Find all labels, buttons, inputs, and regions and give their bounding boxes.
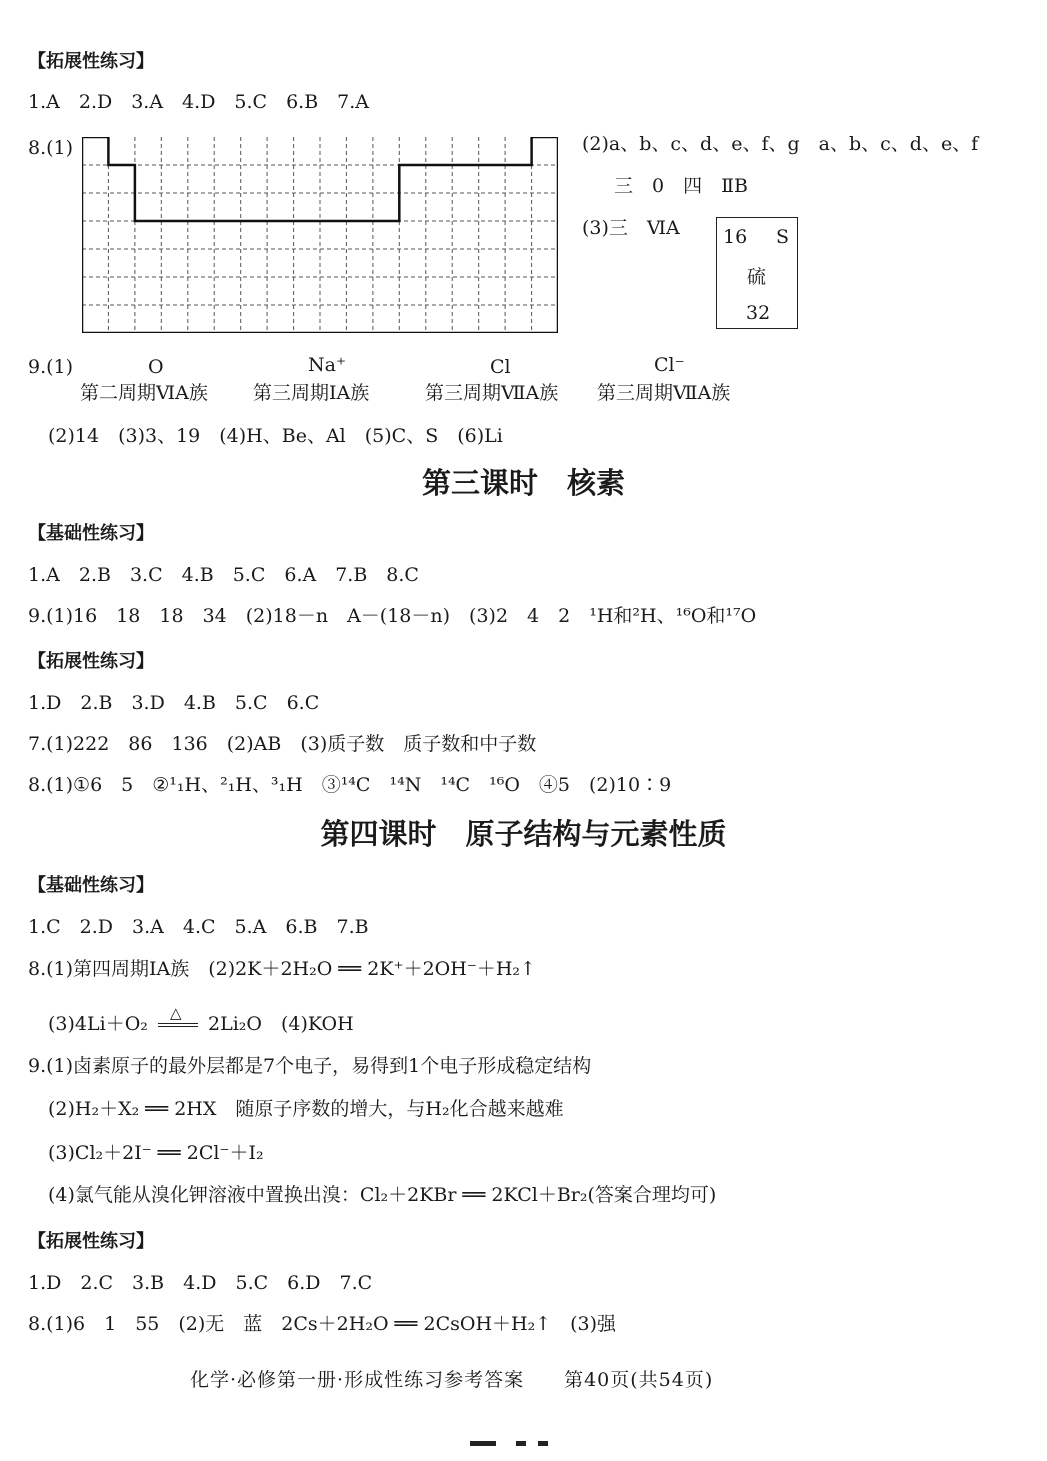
lesson3-ext-q7: 7.(1)222 86 136 (2)AB (3)质子数 质子数和中子数 (28, 733, 537, 755)
q9-symbol-3: Cl (490, 356, 511, 378)
lesson4-title: 第四课时 原子结构与元素性质 (320, 817, 727, 851)
q9-group-1: 第二周期ⅥA族 (80, 382, 208, 404)
lesson3-ext-answers: 1.D 2.B 3.D 4.B 5.C 6.C (28, 692, 320, 714)
lesson4-q8-3 (48, 1004, 354, 1036)
section-head-extension: 【拓展性练习】 (28, 51, 154, 72)
q8-3-reactants: (3)4Li＋O₂ (48, 1013, 148, 1035)
lesson4-basic-head: 【基础性练习】 (28, 875, 154, 896)
answer-line-1-7: 1.A 2.D 3.A 4.D 5.C 6.B 7.A (28, 91, 370, 113)
q8-label: 8.(1) (28, 137, 74, 159)
lesson4-ext-head: 【拓展性练习】 (28, 1231, 154, 1252)
atomic-mass: 32 (746, 302, 771, 324)
periodic-table-outline (82, 137, 558, 333)
reaction-arrow-heat (158, 1004, 198, 1027)
q9-group-2: 第三周期ⅠA族 (253, 382, 370, 404)
q9-rest: (2)14 (3)3、19 (4)H、Be、Al (5)C、S (6)Li (48, 425, 503, 447)
lesson4-ext-q8: 8.(1)6 1 55 (2)无 蓝 2Cs＋2H₂O ══ 2CsOH＋H₂↑ (3)强 (28, 1313, 617, 1335)
lesson4-ext-answers: 1.D 2.C 3.B 4.D 5.C 6.D 7.C (28, 1272, 373, 1294)
lesson4-q9-3: (3)Cl₂＋2I⁻ ══ 2Cl⁻＋I₂ (48, 1142, 264, 1164)
element-symbol: S (775, 226, 789, 248)
q9-symbol-2: Na⁺ (308, 354, 346, 376)
lesson3-ext-q8: 8.(1)①6 5 ②¹₁H、²₁H、³₁H ③¹⁴C ¹⁴N ¹⁴C ¹⁶O ④5 (2)10∶9 (28, 774, 672, 796)
element-box-sulfur (716, 217, 798, 329)
q9-symbol-4: Cl⁻ (654, 354, 685, 376)
lesson3-basic-answers: 1.A 2.B 3.C 4.B 5.C 6.A 7.B 8.C (28, 564, 419, 586)
heat-condition: △ (169, 1004, 182, 1022)
bottom-mark (538, 1441, 548, 1446)
q8-part2-line1: (2)a、b、c、d、e、f、g a、b、c、d、e、f (582, 133, 979, 155)
q8-part3: (3)三 ⅥA (582, 217, 680, 239)
q9-label: 9.(1) (28, 356, 74, 378)
q9-symbol-1: O (148, 356, 164, 378)
lesson4-q9-2: (2)H₂＋X₂ ══ 2HX 随原子序数的增大，与H₂化合越来越难 (48, 1098, 564, 1120)
q8-part2-line2: 三 0 四 ⅡB (614, 175, 748, 197)
q9-group-4: 第三周期ⅦA族 (597, 382, 731, 404)
lesson3-title: 第三课时 核素 (421, 466, 625, 500)
bottom-mark (470, 1441, 496, 1446)
lesson3-basic-head: 【基础性练习】 (28, 523, 154, 544)
atomic-number: 16 (723, 226, 748, 248)
page-footer: 化学·必修第一册·形成性练习参考答案 第40页(共54页) (190, 1369, 714, 1391)
lesson4-q9-1: 9.(1)卤素原子的最外层都是7个电子，易得到1个电子形成稳定结构 (28, 1055, 592, 1077)
element-name: 硫 (747, 266, 767, 288)
lesson4-basic-answers: 1.C 2.D 3.A 4.C 5.A 6.B 7.B (28, 916, 369, 938)
lesson3-ext-head: 【拓展性练习】 (28, 651, 154, 672)
q8-3-products: 2Li₂O (4)KOH (207, 1013, 354, 1035)
lesson3-basic-q9: 9.(1)16 18 18 34 (2)18－n A－(18－n) (3)2 4 2 ¹H和²H、¹⁶O和¹⁷O (28, 605, 757, 627)
bottom-mark (516, 1441, 526, 1446)
lesson4-q8-1: 8.(1)第四周期ⅠA族 (2)2K＋2H₂O ══ 2K⁺＋2OH⁻＋H₂↑ (28, 958, 536, 980)
q9-group-3: 第三周期ⅦA族 (425, 382, 559, 404)
lesson4-q9-4: (4)氯气能从溴化钾溶液中置换出溴：Cl₂＋2KBr ══ 2KCl＋Br₂(答案合理均可) (48, 1184, 717, 1206)
